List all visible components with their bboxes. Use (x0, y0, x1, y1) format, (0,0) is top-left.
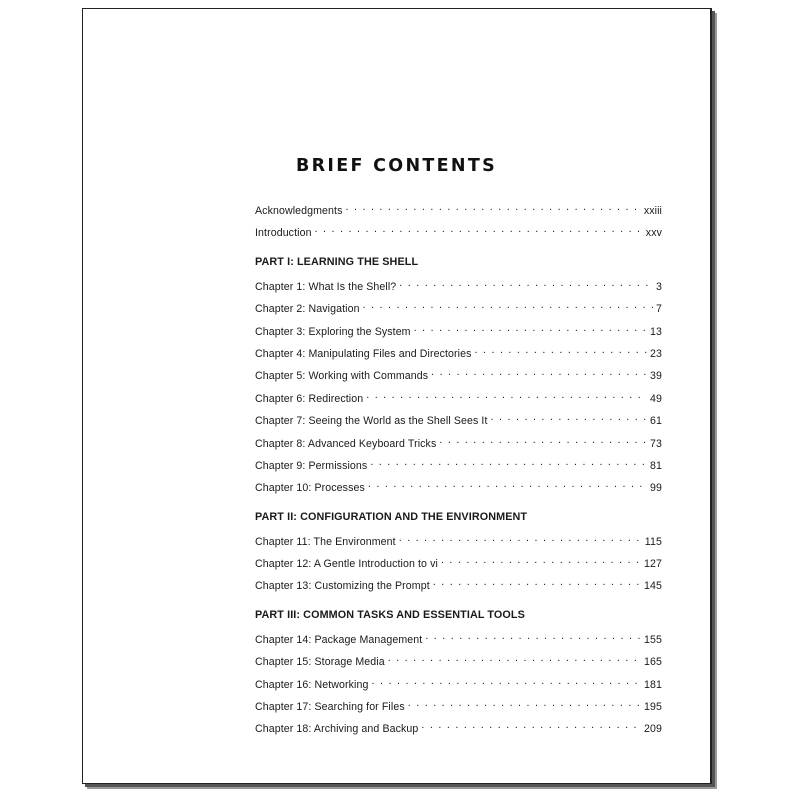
toc-entry-chapter (255, 698, 662, 720)
toc-entry-page-number: 115 (644, 535, 662, 548)
toc-entry-page-number: 23 (650, 347, 662, 360)
toc-entry-chapter (255, 653, 662, 675)
dot-leader (399, 278, 653, 290)
toc-entry-label: Chapter 9: Permissions (255, 459, 368, 472)
toc-entry-page-number: xxiii (643, 205, 662, 217)
dot-leader (370, 457, 647, 469)
dot-leader (366, 390, 647, 402)
toc-entry-label: Chapter 4: Manipulating Files and Directories (255, 347, 472, 360)
toc-entry-label: Chapter 17: Searching for Files (255, 701, 405, 714)
toc-entry-page-number: 155 (644, 633, 662, 646)
dot-leader (491, 412, 648, 424)
toc-entry-label: Chapter 1: What Is the Shell? (255, 280, 397, 293)
dot-leader (439, 435, 647, 447)
toc-entry-chapter (255, 300, 662, 322)
toc-entry-chapter (255, 435, 662, 457)
dot-leader (433, 577, 641, 589)
toc-entry-label: Acknowledgments (255, 205, 343, 217)
dot-leader (408, 698, 641, 710)
toc-entry-chapter (255, 676, 662, 698)
toc-entry-page-number: 127 (644, 558, 662, 571)
toc-entry-label: Chapter 3: Exploring the System (255, 325, 411, 338)
toc-entry-label: Chapter 10: Processes (255, 482, 365, 495)
dot-leader (368, 479, 647, 491)
part-heading: PART I: LEARNING THE SHELL (255, 255, 419, 268)
dot-leader (414, 323, 647, 335)
toc-entry-page-number: 49 (650, 392, 662, 405)
toc-entry-chapter (255, 533, 662, 555)
toc-entry-chapter (255, 577, 662, 599)
toc-entry-page-number: 73 (650, 437, 662, 450)
toc-entry-label: Chapter 6: Redirection (255, 392, 364, 405)
dot-leader (441, 555, 641, 567)
toc-entry-page-number: 209 (644, 723, 662, 736)
toc-entry-chapter (255, 345, 662, 367)
toc-entry-front-matter (255, 202, 662, 224)
toc-entry-page-number: 61 (650, 415, 662, 428)
toc-entry-page-number: 3 (656, 280, 662, 293)
dot-leader (421, 720, 641, 732)
dot-leader (372, 676, 642, 688)
toc-entry-chapter (255, 720, 662, 742)
toc-entry-chapter (255, 555, 662, 577)
part-heading: PART II: CONFIGURATION AND THE ENVIRONMENT (255, 510, 528, 523)
toc-entry-label: Chapter 2: Navigation (255, 303, 360, 316)
toc-entry-label: Chapter 12: A Gentle Introduction to vi (255, 558, 438, 571)
toc-entry-chapter (255, 278, 662, 300)
dot-leader (431, 367, 647, 379)
toc-entry-chapter (255, 412, 662, 434)
dot-leader (345, 202, 640, 214)
toc-entry-label: Chapter 7: Seeing the World as the Shell Sees It (255, 415, 488, 428)
toc-entry-label: Chapter 13: Customizing the Prompt (255, 580, 430, 593)
toc-entry-page-number: 181 (644, 678, 662, 691)
dot-leader (388, 653, 641, 665)
toc-entry-label: Chapter 14: Package Management (255, 633, 423, 646)
toc-entry-page-number: 13 (650, 325, 662, 338)
toc-entry-page-number: 99 (650, 482, 662, 495)
toc-entry-page-number: 81 (650, 459, 662, 472)
toc-entry-label: Chapter 16: Networking (255, 678, 369, 691)
toc-entry-page-number: 39 (650, 370, 662, 383)
toc-entry-page-number: xxv (645, 227, 662, 240)
toc-entry-chapter (255, 390, 662, 412)
toc-entry-label: Chapter 5: Working with Commands (255, 370, 429, 383)
table-of-contents (255, 202, 662, 743)
dot-leader (399, 533, 642, 545)
dot-leader (425, 631, 641, 643)
toc-entry-label: Chapter 11: The Environment (255, 535, 396, 548)
document-page (82, 8, 712, 784)
toc-entry-page-number: 165 (644, 656, 662, 669)
toc-entry-page-number: 145 (644, 580, 662, 593)
page-title: BRIEF CONTENTS (296, 156, 497, 176)
dot-leader (474, 345, 647, 357)
toc-entry-label: Introduction (255, 227, 312, 240)
toc-entry-label: Chapter 8: Advanced Keyboard Tricks (255, 437, 437, 450)
toc-entry-front-matter (255, 224, 662, 246)
toc-entry-page-number: 195 (644, 701, 662, 714)
part-heading: PART III: COMMON TASKS AND ESSENTIAL TOOLS (255, 608, 525, 621)
toc-entry-label: Chapter 15: Storage Media (255, 656, 385, 669)
toc-entry-chapter (255, 479, 662, 501)
toc-entry-chapter (255, 367, 662, 389)
toc-entry-chapter (255, 323, 662, 345)
toc-entry-chapter (255, 631, 662, 653)
toc-entry-page-number: 7 (656, 303, 662, 316)
dot-leader (363, 300, 653, 312)
dot-leader (315, 224, 643, 236)
toc-entry-label: Chapter 18: Archiving and Backup (255, 723, 419, 736)
toc-entry-chapter (255, 457, 662, 479)
